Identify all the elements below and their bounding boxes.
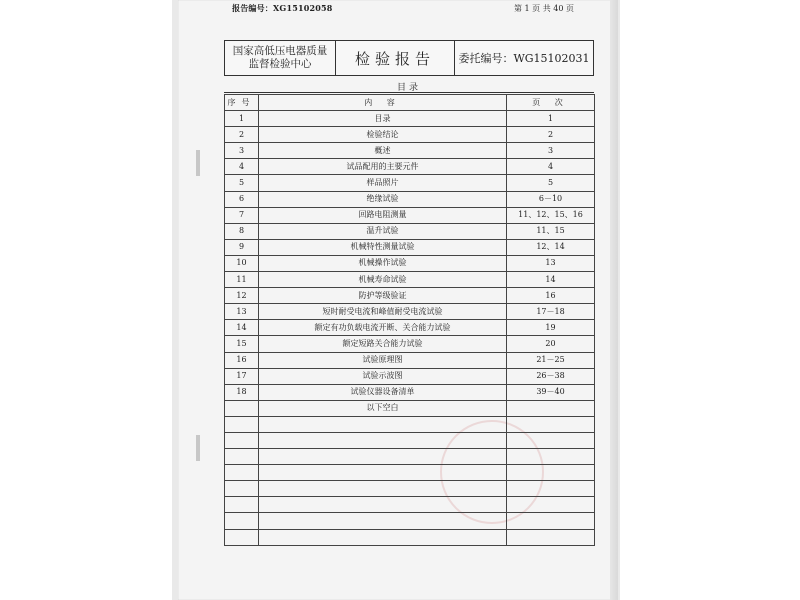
row-number: 3 bbox=[225, 143, 259, 159]
table-row bbox=[225, 384, 595, 400]
row-content: 额定短路关合能力试验 bbox=[259, 336, 507, 352]
row-pages: 20 bbox=[507, 336, 595, 352]
row-number: 15 bbox=[225, 336, 259, 352]
empty-row bbox=[225, 465, 595, 481]
empty-cell bbox=[225, 432, 259, 448]
col-header-pages: 页 次 bbox=[507, 95, 595, 111]
empty-cell bbox=[259, 432, 507, 448]
table-row bbox=[225, 143, 595, 159]
row-number: 14 bbox=[225, 320, 259, 336]
row-pages: 21－25 bbox=[507, 352, 595, 368]
row-pages: 13 bbox=[507, 255, 595, 271]
row-content: 试品配用的主要元件 bbox=[259, 159, 507, 175]
row-content: 概述 bbox=[259, 143, 507, 159]
page-indicator: 第 1 页 共 40 页 bbox=[514, 4, 574, 13]
row-pages: 1 bbox=[507, 111, 595, 127]
commission-number: 委托编号：WG15102031 bbox=[458, 52, 590, 65]
row-content: 样品照片 bbox=[259, 175, 507, 191]
org-line-1: 国家高低压电器质量 bbox=[232, 45, 328, 57]
empty-cell bbox=[507, 400, 595, 416]
empty-cell bbox=[259, 529, 507, 545]
blank-notice: 以下空白 bbox=[259, 400, 507, 416]
row-content: 短时耐受电流和峰值耐受电流试验 bbox=[259, 304, 507, 320]
table-row bbox=[225, 127, 595, 143]
row-pages: 17－18 bbox=[507, 304, 595, 320]
row-pages: 3 bbox=[507, 143, 595, 159]
row-content: 目录 bbox=[259, 111, 507, 127]
row-pages: 11、12、15、16 bbox=[507, 207, 595, 223]
row-content: 温升试验 bbox=[259, 223, 507, 239]
row-pages: 5 bbox=[507, 175, 595, 191]
table-row bbox=[225, 304, 595, 320]
empty-row bbox=[225, 449, 595, 465]
empty-cell bbox=[259, 449, 507, 465]
empty-cell bbox=[507, 529, 595, 545]
table-row bbox=[225, 352, 595, 368]
row-pages: 16 bbox=[507, 288, 595, 304]
empty-row bbox=[225, 416, 595, 432]
row-pages: 39－40 bbox=[507, 384, 595, 400]
row-number: 18 bbox=[225, 384, 259, 400]
table-row bbox=[225, 288, 595, 304]
table-row bbox=[225, 223, 595, 239]
table-row bbox=[225, 239, 595, 255]
blank-notice-row bbox=[225, 400, 595, 416]
table-row bbox=[225, 272, 595, 288]
row-pages: 4 bbox=[507, 159, 595, 175]
empty-row bbox=[225, 481, 595, 497]
toc-table bbox=[224, 94, 595, 546]
table-row bbox=[225, 336, 595, 352]
table-row bbox=[225, 159, 595, 175]
table-row bbox=[225, 320, 595, 336]
empty-cell bbox=[225, 400, 259, 416]
row-content: 机械寿命试验 bbox=[259, 272, 507, 288]
row-content: 试验示波图 bbox=[259, 368, 507, 384]
row-pages: 14 bbox=[507, 272, 595, 288]
empty-cell bbox=[507, 465, 595, 481]
table-row bbox=[225, 255, 595, 271]
row-number: 10 bbox=[225, 255, 259, 271]
empty-cell bbox=[507, 416, 595, 432]
table-row bbox=[225, 111, 595, 127]
row-content: 防护等级验证 bbox=[259, 288, 507, 304]
toc-title: 目录 bbox=[396, 83, 421, 93]
row-content: 试验原理图 bbox=[259, 352, 507, 368]
empty-cell bbox=[225, 465, 259, 481]
report-header bbox=[224, 40, 594, 76]
row-number: 1 bbox=[225, 111, 259, 127]
row-content: 机械特性测量试验 bbox=[259, 239, 507, 255]
row-pages: 11、15 bbox=[507, 223, 595, 239]
page-edge bbox=[610, 0, 618, 600]
row-number: 2 bbox=[225, 127, 259, 143]
row-number: 17 bbox=[225, 368, 259, 384]
empty-cell bbox=[259, 465, 507, 481]
row-number: 6 bbox=[225, 191, 259, 207]
binding-mark-top bbox=[196, 150, 200, 176]
row-pages: 6－10 bbox=[507, 191, 595, 207]
toc-header-row bbox=[225, 95, 595, 111]
table-row bbox=[225, 175, 595, 191]
row-number: 8 bbox=[225, 223, 259, 239]
row-number: 4 bbox=[225, 159, 259, 175]
empty-cell bbox=[507, 432, 595, 448]
row-content: 试验仪器设备清单 bbox=[259, 384, 507, 400]
row-number: 12 bbox=[225, 288, 259, 304]
toc-divider bbox=[224, 92, 594, 93]
row-pages: 19 bbox=[507, 320, 595, 336]
col-header-number: 序号 bbox=[225, 95, 259, 111]
row-content: 额定有功负载电流开断、关合能力试验 bbox=[259, 320, 507, 336]
row-number: 5 bbox=[225, 175, 259, 191]
empty-cell bbox=[507, 481, 595, 497]
empty-cell bbox=[225, 513, 259, 529]
table-row bbox=[225, 207, 595, 223]
row-pages: 2 bbox=[507, 127, 595, 143]
empty-cell bbox=[225, 449, 259, 465]
col-header-content: 内 容 bbox=[259, 95, 507, 111]
row-number: 11 bbox=[225, 272, 259, 288]
empty-cell bbox=[507, 513, 595, 529]
empty-cell bbox=[259, 497, 507, 513]
row-content: 机械操作试验 bbox=[259, 255, 507, 271]
row-pages: 12、14 bbox=[507, 239, 595, 255]
row-content: 绝缘试验 bbox=[259, 191, 507, 207]
empty-cell bbox=[507, 449, 595, 465]
table-row bbox=[225, 191, 595, 207]
empty-cell bbox=[225, 529, 259, 545]
row-content: 检验结论 bbox=[259, 127, 507, 143]
empty-cell bbox=[225, 416, 259, 432]
empty-row bbox=[225, 497, 595, 513]
empty-cell bbox=[225, 497, 259, 513]
empty-row bbox=[225, 513, 595, 529]
empty-cell bbox=[225, 481, 259, 497]
empty-cell bbox=[259, 513, 507, 529]
empty-cell bbox=[259, 416, 507, 432]
issuing-organization bbox=[225, 41, 336, 75]
empty-row bbox=[225, 529, 595, 545]
row-number: 16 bbox=[225, 352, 259, 368]
document-title: 检验报告 bbox=[336, 41, 455, 75]
report-number: 报告编号：XG15102058 bbox=[232, 3, 333, 13]
empty-cell bbox=[507, 497, 595, 513]
binding-mark-bottom bbox=[196, 435, 200, 461]
empty-cell bbox=[259, 481, 507, 497]
row-number: 7 bbox=[225, 207, 259, 223]
empty-row bbox=[225, 432, 595, 448]
row-content: 回路电阻测量 bbox=[259, 207, 507, 223]
org-line-2: 监督检验中心 bbox=[248, 58, 312, 70]
row-number: 9 bbox=[225, 239, 259, 255]
row-pages: 26－38 bbox=[507, 368, 595, 384]
table-row bbox=[225, 368, 595, 384]
toc-body bbox=[225, 111, 595, 546]
row-number: 13 bbox=[225, 304, 259, 320]
